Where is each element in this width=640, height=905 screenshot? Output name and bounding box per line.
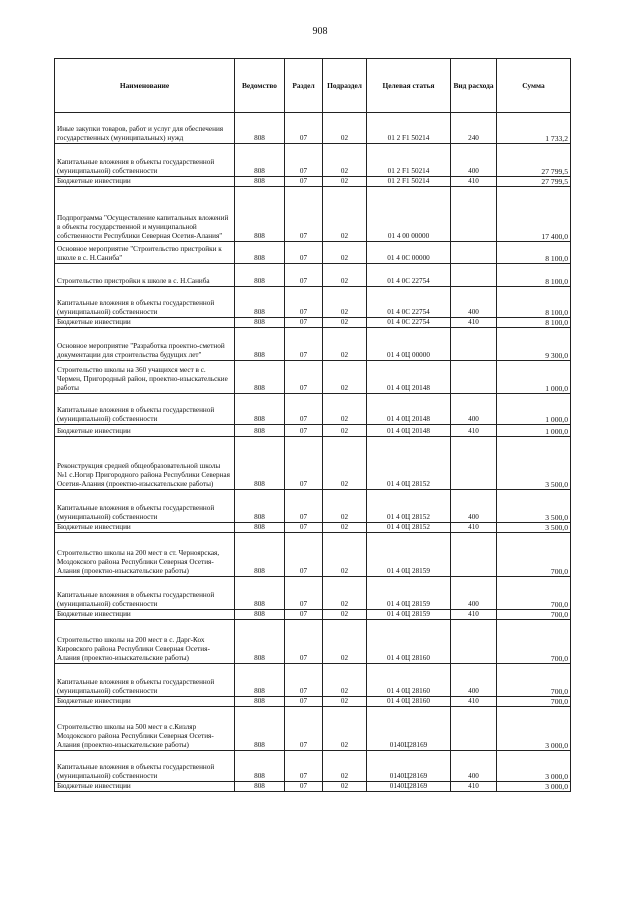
cell-sub: 02 (323, 610, 367, 620)
cell-name: Капитальные вложения в объекты государственной (муниципальной) собственности (55, 664, 235, 697)
cell-name: Бюджетные инвестиции (55, 523, 235, 533)
cell-dept: 808 (235, 751, 285, 782)
cell-dept: 808 (235, 394, 285, 425)
cell-name: Иные закупки товаров, работ и услуг для обеспечения государственных (муниципальных) нужд (55, 113, 235, 144)
cell-type: 410 (451, 318, 497, 328)
cell-sub: 02 (323, 697, 367, 707)
cell-type (451, 242, 497, 264)
cell-dept: 808 (235, 490, 285, 523)
table-header-row (55, 59, 571, 113)
cell-dept: 808 (235, 187, 285, 242)
cell-sub: 02 (323, 361, 367, 394)
cell-type (451, 264, 497, 287)
header-expense-type: Вид расхода (451, 59, 497, 113)
header-amount: Сумма (497, 59, 571, 113)
cell-target: 01 4 0Ц 28152 (367, 437, 451, 490)
cell-target: 01 4 0Ц 28160 (367, 664, 451, 697)
cell-type (451, 361, 497, 394)
table-row (55, 523, 571, 533)
cell-type (451, 328, 497, 361)
cell-dept: 808 (235, 577, 285, 610)
cell-sec: 07 (285, 318, 323, 328)
table-row (55, 328, 571, 361)
cell-sec: 07 (285, 707, 323, 751)
cell-sec: 07 (285, 577, 323, 610)
table-row (55, 264, 571, 287)
cell-sub: 02 (323, 664, 367, 697)
cell-target: 0140Ц28169 (367, 707, 451, 751)
cell-type (451, 620, 497, 664)
cell-sec: 07 (285, 177, 323, 187)
cell-name: Капитальные вложения в объекты государственной (муниципальной) собственности (55, 490, 235, 523)
cell-sub: 02 (323, 490, 367, 523)
cell-target: 01 4 0Ц 28160 (367, 697, 451, 707)
cell-dept: 808 (235, 113, 285, 144)
header-section: Раздел (285, 59, 323, 113)
table-row (55, 533, 571, 577)
table-row (55, 242, 571, 264)
table-row (55, 361, 571, 394)
cell-sum: 700,0 (497, 620, 571, 664)
cell-sub: 02 (323, 113, 367, 144)
table-row (55, 437, 571, 490)
cell-sum: 3 000,0 (497, 751, 571, 782)
cell-target: 0140Ц28169 (367, 782, 451, 792)
cell-name: Капитальные вложения в объекты государственной (муниципальной) собственности (55, 751, 235, 782)
cell-type (451, 437, 497, 490)
table-row (55, 707, 571, 751)
cell-dept: 808 (235, 610, 285, 620)
cell-sum: 700,0 (497, 697, 571, 707)
cell-sec: 07 (285, 264, 323, 287)
cell-name: Строительство школы на 500 мест в с.Кизляр Моздокского района Республики Северная Осетия-Алания (проектно-изыскательские работы) (55, 707, 235, 751)
cell-name: Бюджетные инвестиции (55, 318, 235, 328)
cell-sum: 17 400,0 (497, 187, 571, 242)
cell-sub: 02 (323, 187, 367, 242)
cell-type: 410 (451, 523, 497, 533)
cell-sum: 3 500,0 (497, 523, 571, 533)
cell-dept: 808 (235, 318, 285, 328)
cell-name: Подпрограмма "Осуществление капитальных вложений в объекты государственной и муниципальной собственности Республики Северная Осетия-Алания" (55, 187, 235, 242)
cell-sec: 07 (285, 523, 323, 533)
cell-target: 01 2 F1 50214 (367, 177, 451, 187)
cell-name: Капитальные вложения в объекты государственной (муниципальной) собственности (55, 577, 235, 610)
cell-sub: 02 (323, 751, 367, 782)
cell-type: 400 (451, 577, 497, 610)
cell-sec: 07 (285, 113, 323, 144)
cell-sum: 700,0 (497, 664, 571, 697)
cell-sub: 02 (323, 533, 367, 577)
cell-type (451, 533, 497, 577)
header-department: Ведомство (235, 59, 285, 113)
cell-target: 0140Ц28169 (367, 751, 451, 782)
table-row (55, 697, 571, 707)
cell-sum: 8 100,0 (497, 287, 571, 318)
cell-target: 01 4 0С 22754 (367, 318, 451, 328)
cell-sum: 8 100,0 (497, 264, 571, 287)
cell-sec: 07 (285, 361, 323, 394)
cell-sec: 07 (285, 782, 323, 792)
cell-type: 410 (451, 782, 497, 792)
cell-name: Строительство школы на 200 мест в ст. Черноярская, Моздокского района Республики Северная Осетия-Алания (проектно-изыскательские работы) (55, 533, 235, 577)
cell-sum: 3 000,0 (497, 707, 571, 751)
cell-target: 01 4 00 00000 (367, 187, 451, 242)
cell-sub: 02 (323, 425, 367, 437)
cell-sum: 1 000,0 (497, 394, 571, 425)
cell-name: Капитальные вложения в объекты государственной (муниципальной) собственности (55, 394, 235, 425)
table-row (55, 144, 571, 177)
cell-sec: 07 (285, 144, 323, 177)
cell-name: Бюджетные инвестиции (55, 177, 235, 187)
cell-sum: 8 100,0 (497, 242, 571, 264)
cell-sec: 07 (285, 242, 323, 264)
cell-sec: 07 (285, 664, 323, 697)
header-name: Наименование (55, 59, 235, 113)
cell-dept: 808 (235, 523, 285, 533)
cell-name: Бюджетные инвестиции (55, 697, 235, 707)
table-row (55, 610, 571, 620)
table-row (55, 490, 571, 523)
table-row (55, 425, 571, 437)
cell-name: Капитальные вложения в объекты государственной (муниципальной) собственности (55, 287, 235, 318)
cell-name: Реконструкция средней общеобразовательной школы №1 с.Ногир Пригородного района Республики Северная Осетия-Алания (проектно-изыскательские работы) (55, 437, 235, 490)
cell-type: 240 (451, 113, 497, 144)
cell-target: 01 4 0Ц 28152 (367, 523, 451, 533)
cell-dept: 808 (235, 782, 285, 792)
cell-type: 410 (451, 610, 497, 620)
cell-target: 01 4 0Ц 28159 (367, 610, 451, 620)
cell-dept: 808 (235, 328, 285, 361)
cell-sec: 07 (285, 287, 323, 318)
cell-target: 01 4 0Ц 28159 (367, 533, 451, 577)
cell-sub: 02 (323, 177, 367, 187)
cell-sub: 02 (323, 437, 367, 490)
cell-target: 01 4 0Ц 28160 (367, 620, 451, 664)
cell-sec: 07 (285, 620, 323, 664)
cell-target: 01 2 F1 50214 (367, 113, 451, 144)
cell-type: 400 (451, 751, 497, 782)
cell-target: 01 4 0Ц 20148 (367, 425, 451, 437)
cell-sum: 3 500,0 (497, 490, 571, 523)
cell-dept: 808 (235, 697, 285, 707)
cell-sec: 07 (285, 751, 323, 782)
cell-sec: 07 (285, 490, 323, 523)
cell-sum: 8 100,0 (497, 318, 571, 328)
cell-sum: 9 300,0 (497, 328, 571, 361)
cell-target: 01 4 0С 22754 (367, 287, 451, 318)
cell-name: Строительство школы на 200 мест в с. Дарг-Кох Кировского района Республики Северная Осетия-Алания (проектно-изыскательские работы) (55, 620, 235, 664)
header-target: Целевая статья (367, 59, 451, 113)
cell-sec: 07 (285, 437, 323, 490)
cell-sub: 02 (323, 394, 367, 425)
cell-sub: 02 (323, 707, 367, 751)
cell-name: Бюджетные инвестиции (55, 425, 235, 437)
cell-sum: 1 000,0 (497, 425, 571, 437)
cell-target: 01 4 0Ц 28152 (367, 490, 451, 523)
cell-type: 410 (451, 177, 497, 187)
cell-type: 400 (451, 394, 497, 425)
table-row (55, 287, 571, 318)
cell-target: 01 4 0Ц 28159 (367, 577, 451, 610)
table-row (55, 782, 571, 792)
cell-sec: 07 (285, 533, 323, 577)
cell-type: 410 (451, 425, 497, 437)
cell-name: Строительство школы на 360 учащихся мест в с. Чермен, Пригородный район, проектно-изыскательские работы (55, 361, 235, 394)
cell-sub: 02 (323, 328, 367, 361)
cell-type: 400 (451, 490, 497, 523)
table-row (55, 187, 571, 242)
cell-dept: 808 (235, 264, 285, 287)
table-row (55, 177, 571, 187)
cell-sub: 02 (323, 264, 367, 287)
cell-sec: 07 (285, 394, 323, 425)
cell-sec: 07 (285, 610, 323, 620)
cell-sum: 1 733,2 (497, 113, 571, 144)
cell-sub: 02 (323, 782, 367, 792)
cell-sum: 1 000,0 (497, 361, 571, 394)
cell-sec: 07 (285, 697, 323, 707)
table-row (55, 394, 571, 425)
cell-name: Капитальные вложения в объекты государственной (муниципальной) собственности (55, 144, 235, 177)
cell-sub: 02 (323, 577, 367, 610)
cell-name: Бюджетные инвестиции (55, 782, 235, 792)
cell-type: 400 (451, 144, 497, 177)
cell-type: 400 (451, 287, 497, 318)
cell-name: Основное мероприятие "Разработка проектно-сметной документации для строительства будущих лет" (55, 328, 235, 361)
cell-dept: 808 (235, 620, 285, 664)
cell-type (451, 187, 497, 242)
cell-dept: 808 (235, 707, 285, 751)
cell-type: 410 (451, 697, 497, 707)
cell-name: Строительство пристройки к школе в с. Н.Саниба (55, 264, 235, 287)
cell-dept: 808 (235, 533, 285, 577)
cell-sec: 07 (285, 425, 323, 437)
table-row (55, 577, 571, 610)
cell-sum: 700,0 (497, 533, 571, 577)
table-row (55, 664, 571, 697)
page-number: 908 (312, 26, 328, 37)
cell-target: 01 4 0С 00000 (367, 242, 451, 264)
table-row (55, 318, 571, 328)
header-subsection: Подраздел (323, 59, 367, 113)
cell-sec: 07 (285, 187, 323, 242)
cell-name: Основное мероприятие "Строительство пристройки к школе в с. Н.Саниба" (55, 242, 235, 264)
cell-target: 01 4 0Ц 20148 (367, 394, 451, 425)
cell-dept: 808 (235, 287, 285, 318)
cell-sub: 02 (323, 144, 367, 177)
cell-sub: 02 (323, 318, 367, 328)
table-row (55, 113, 571, 144)
table-row (55, 751, 571, 782)
cell-sec: 07 (285, 328, 323, 361)
cell-dept: 808 (235, 664, 285, 697)
cell-dept: 808 (235, 144, 285, 177)
cell-sum: 3 500,0 (497, 437, 571, 490)
cell-target: 01 4 0Ц 20148 (367, 361, 451, 394)
cell-dept: 808 (235, 437, 285, 490)
cell-dept: 808 (235, 361, 285, 394)
cell-sum: 700,0 (497, 610, 571, 620)
budget-table (54, 58, 571, 792)
cell-sub: 02 (323, 620, 367, 664)
cell-sub: 02 (323, 523, 367, 533)
cell-sum: 27 799,5 (497, 177, 571, 187)
cell-sub: 02 (323, 242, 367, 264)
cell-dept: 808 (235, 425, 285, 437)
cell-target: 01 4 0Ц 00000 (367, 328, 451, 361)
table-row (55, 620, 571, 664)
cell-type (451, 707, 497, 751)
cell-dept: 808 (235, 242, 285, 264)
cell-target: 01 4 0С 22754 (367, 264, 451, 287)
cell-dept: 808 (235, 177, 285, 187)
cell-sum: 700,0 (497, 577, 571, 610)
cell-target: 01 2 F1 50214 (367, 144, 451, 177)
cell-sum: 3 000,0 (497, 782, 571, 792)
cell-type: 400 (451, 664, 497, 697)
cell-sub: 02 (323, 287, 367, 318)
cell-sum: 27 799,5 (497, 144, 571, 177)
cell-name: Бюджетные инвестиции (55, 610, 235, 620)
